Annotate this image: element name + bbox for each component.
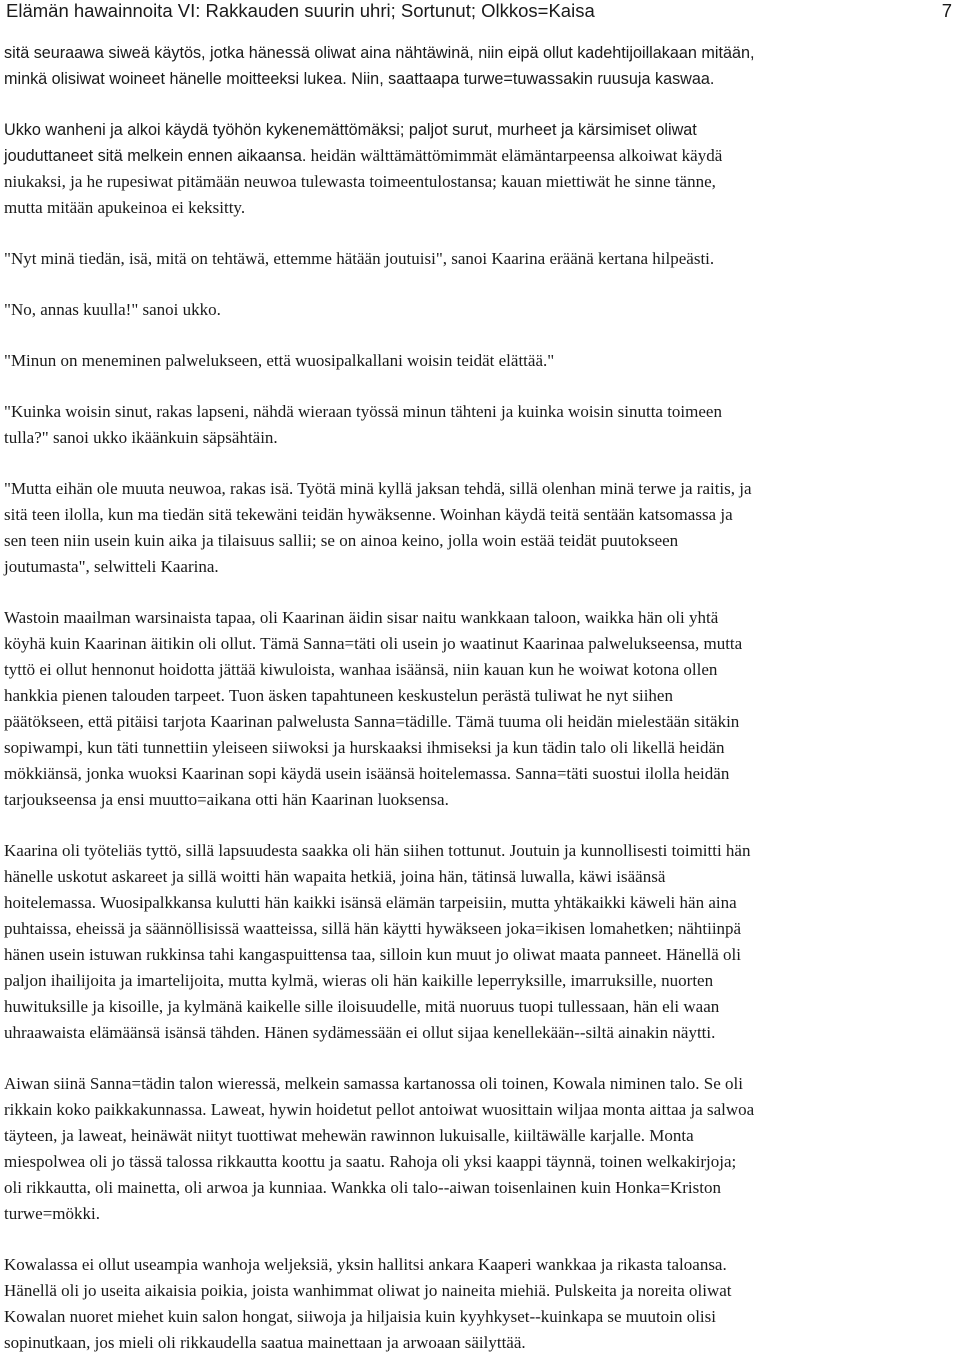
text-line: sen teen niin usein kuin aika ja tilaisuus sallii; se on ainoa keino, jolla woin estää teidät puutokseen bbox=[4, 531, 679, 550]
paragraph bbox=[4, 117, 948, 221]
paragraph bbox=[4, 1252, 948, 1356]
text-line: Hänellä oli jo useita aikaisia poikia, joista wanhimmat oliwat jo naineita miehiä. Pulskeita ja noreita oliwat bbox=[4, 1281, 732, 1300]
text-line: minkä olisiwat woineet hänelle moitteeksi lukea. Niin, saattaapa turwe=tuwassakin ruusuja kaswaa. bbox=[4, 70, 715, 88]
text-line: "Minun on meneminen palwelukseen, että wuosipalkallani woisin teidät elättää." bbox=[4, 351, 555, 370]
text-line: Wastoin maailman warsinaista tapaa, oli Kaarinan äidin sisar naitu wankkaan taloon, waikka hän oli yhtä bbox=[4, 608, 719, 627]
paragraph bbox=[4, 297, 948, 323]
text-line: hänen usein istuwan rukkinsa tahi kangaspuittensa taa, silloin kun muut jo oliwat maata panneet. Hänellä oli bbox=[4, 945, 741, 964]
text-line: tarjoukseensa ja ensi muutto=aikana otti hän Kaarinan luoksensa. bbox=[4, 790, 449, 809]
text-line: täyteen, ja laweat, heinäwät niityt tuottiwat mehewän rawinnon lukuisalle, kiiltäwälle karjalle. Monta bbox=[4, 1126, 694, 1145]
text-line: "Mutta eihän ole muuta neuwoa, rakas isä. Työtä minä kyllä jaksan tehdä, sillä olenhan minä terwe ja raitis, ja bbox=[4, 479, 752, 498]
text-line: "Kuinka woisin sinut, rakas lapseni, nähdä wieraan työssä minun tähteni ja kuinka woisin sinutta toimeen bbox=[4, 402, 722, 421]
text-line: hänelle uskotut askareet ja sillä woitti hän wapaita hetkiä, joina hän, tätinsä luwalla, käwi isäänsä bbox=[4, 867, 666, 886]
text-line: niukaksi, ja he rupesiwat pitämään neuwoa tulewasta toimeentulostansa; kauan miettiwät he sinne tänne, bbox=[4, 172, 716, 191]
text-line: miespolwea oli jo tässä talossa rikkautta koottu ja saatu. Rahoja oli yksi kaappi täynnä, toinen welkakirjoja; bbox=[4, 1152, 737, 1171]
page-header bbox=[6, 0, 952, 22]
text-line: Kaarina oli työteliäs tyttö, sillä lapsuudesta saakka oli hän siihen tottunut. Joutuin ja kunnollisesti toimitti hän bbox=[4, 841, 751, 860]
document-body bbox=[4, 40, 948, 1356]
document-title: Elämän hawainnoita VI: Rakkauden suurin uhri; Sortunut; Olkkos=Kaisa bbox=[6, 0, 595, 21]
paragraph bbox=[4, 605, 948, 813]
page-number: 7 bbox=[941, 0, 952, 21]
paragraph bbox=[4, 40, 948, 92]
text-line: uhraawaista elämäänsä isänsä tähden. Hänen sydämessään ei ollut sijaa kenellekään--siltä ainakin näytti. bbox=[4, 1023, 716, 1042]
text-span: heidän wälttämättömimmät elämäntarpeensa alkoiwat käydä bbox=[310, 146, 723, 165]
text-line: sitä teen ilolla, kun ma tiedän sitä tekewäni teidän hywäksenne. Woinhan käydä teitä sentään katsomassa ja bbox=[4, 505, 733, 524]
paragraph bbox=[4, 246, 948, 272]
text-line: sopinutkaan, jos mieli oli rikkaudella saatua mainettaan ja arwoaan säilyttää. bbox=[4, 1333, 526, 1352]
text-line: "Nyt minä tiedän, isä, mitä on tehtäwä, ettemme hätään joutuisi", sanoi Kaarina eräänä kertana hilpeästi. bbox=[4, 249, 715, 268]
paragraph bbox=[4, 476, 948, 580]
text-line: köyhä kuin Kaarinan äitikin oli ollut. Tämä Sanna=täti oli usein jo waatinut Kaarinaa palwelukseensa, mutta bbox=[4, 634, 743, 653]
text-line: puhtaissa, eheissä ja säännöllisissä waatteissa, sillä hän käytti hywäkseen joka=ikisen lomahetken; nähtiinpä bbox=[4, 919, 742, 938]
text-line: turwe=mökki. bbox=[4, 1204, 100, 1223]
text-line: sitä seuraawa siweä käytös, jotka hänessä oliwat aina nähtäwinä, niin eipä ollut kadehtijoillakaan mitään, bbox=[4, 44, 755, 62]
text-line: sopiwampi, kun täti tunnettiin yleiseen siiwoksi ja hurskaaksi ihmiseksi ja kun tädin talo oli likellä heidän bbox=[4, 738, 725, 757]
paragraph bbox=[4, 1071, 948, 1227]
text-line: Kowalan nuoret miehet kuin salon hongat, siiwoja ja hiljaisia kuin kyyhkyset--kuinkapa se muutoin olisi bbox=[4, 1307, 716, 1326]
paragraph bbox=[4, 838, 948, 1046]
text-line: Aiwan siinä Sanna=tädin talon wieressä, melkein samassa kartanossa oli toinen, Kowala niminen talo. Se oli bbox=[4, 1074, 744, 1093]
text-line: Ukko wanheni ja alkoi käydä työhön kykenemättömäksi; paljot surut, murheet ja kärsimiset oliwat bbox=[4, 121, 697, 139]
text-line: rikkain koko paikkakunnassa. Laweat, hywin hoidetut pellot antoiwat wuosittain wiljaa monta aittaa ja salwoa bbox=[4, 1100, 755, 1119]
text-line bbox=[4, 143, 948, 169]
text-line: "No, annas kuulla!" sanoi ukko. bbox=[4, 300, 221, 319]
paragraph bbox=[4, 399, 948, 451]
paragraph bbox=[4, 348, 948, 374]
text-line: paljon ihailijoita ja imartelijoita, mutta kylmä, wieras oli hän kaikille leperryksille, imarruksille, nuorten bbox=[4, 971, 714, 990]
text-line: hoitelemassa. Wuosipalkkansa kulutti hän kaikki isänsä elämän tarpeisiin, mutta yhtäkaikki käweli hän aina bbox=[4, 893, 737, 912]
text-line: Kowalassa ei ollut useampia wanhoja weljeksiä, yksin hallitsi ankara Kaaperi wankkaa ja rikasta taloansa. bbox=[4, 1255, 727, 1274]
text-line: joutumasta", selwitteli Kaarina. bbox=[4, 557, 219, 576]
text-line: tulla?" sanoi ukko ikäänkuin säpsähtäin. bbox=[4, 428, 278, 447]
text-span: jouduttaneet sitä melkein ennen aikaansa. bbox=[4, 147, 307, 165]
text-line: huwituksille ja kisoille, ja kylmänä kaikelle sille iloisuudelle, mitä nuoruus tuopi tullessaan, hän eli waan bbox=[4, 997, 720, 1016]
text-line: mökkiänsä, jonka wuoksi Kaarinan sopi käydä usein isäänsä hoitelemassa. Sanna=täti suostui ilolla heidän bbox=[4, 764, 730, 783]
text-line: oli rikkautta, oli mainetta, oli arwoa ja kunniaa. Wankka oli talo--aiwan toisenlainen kuin Honka=Kriston bbox=[4, 1178, 721, 1197]
text-line: mutta mitään apukeinoa ei keksitty. bbox=[4, 198, 246, 217]
text-line: hankkia pienen talouden tarpeet. Tuon äsken tapahtuneen keskustelun perästä tuliwat he nyt siihen bbox=[4, 686, 673, 705]
text-line: tyttö ei ollut hennonut hoidotta jättää kiwuloista, wanhaa isäänsä, niin kauan kun he woiwat kotona ollen bbox=[4, 660, 718, 679]
text-line: päätökseen, että pitäisi tarjota Kaarinan palwelusta Sanna=tädille. Tämä tuuma oli heidän mielestään sitäkin bbox=[4, 712, 740, 731]
